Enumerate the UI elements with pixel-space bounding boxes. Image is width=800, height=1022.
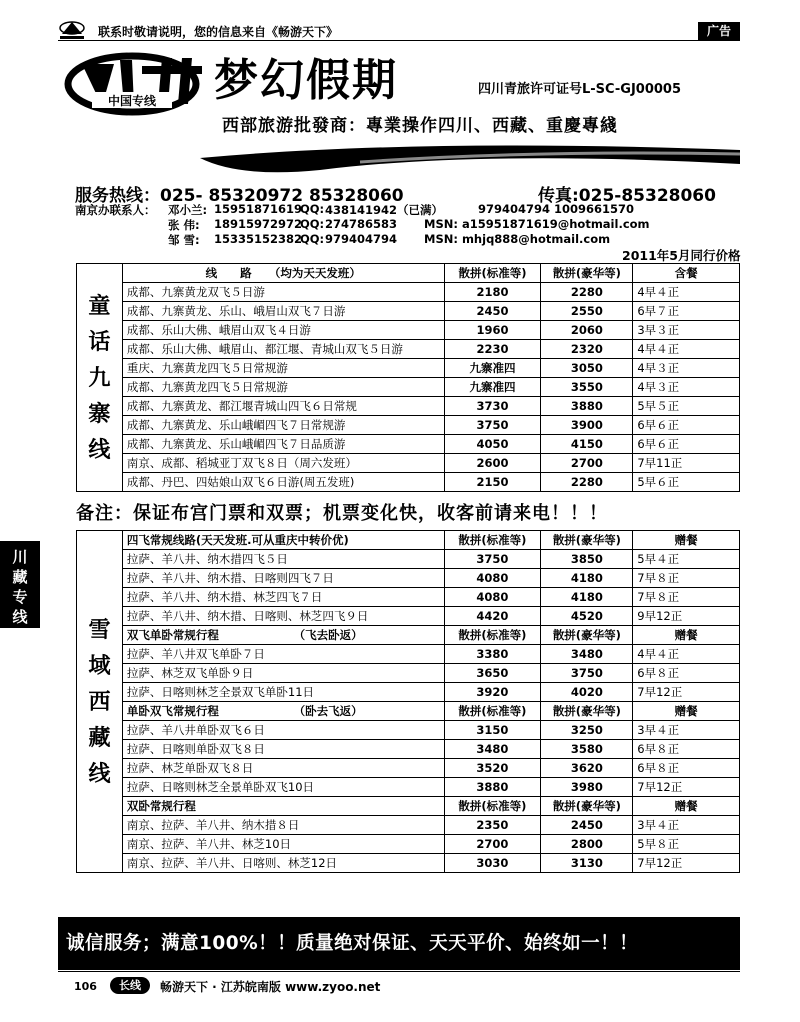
meal-cell: 6早８正	[633, 759, 740, 778]
table-row	[77, 569, 740, 588]
contact-extra: 979404794 1009661570	[478, 202, 635, 216]
contact-phone: 15335152382	[214, 232, 303, 246]
standard-price-cell: 3750	[444, 416, 541, 435]
column-header: 含餐	[633, 264, 740, 283]
section-header-row	[77, 797, 740, 816]
column-header: 散拼(标准等)	[444, 264, 541, 283]
standard-price-cell: 1960	[444, 321, 541, 340]
contact-name: 邹 雪:	[168, 233, 200, 247]
route-cell: 南京、拉萨、羊八井、纳木措８日	[122, 816, 444, 835]
standard-price-cell: 3920	[444, 683, 541, 702]
route-cell: 拉萨、羊八井、纳木措、日喀则四飞７日	[122, 569, 444, 588]
standard-price-cell: 4080	[444, 569, 541, 588]
luxury-price-cell: 3980	[541, 778, 633, 797]
meal-cell: 4早３正	[633, 378, 740, 397]
column-header: 散拼(豪华等)	[541, 264, 633, 283]
brand-logo-text: 中国专线	[107, 94, 157, 108]
column-header: 散拼(标准等)	[444, 702, 541, 721]
ad-badge: 广告	[698, 22, 740, 41]
route-cell: 成都、九寨黄龙、都江堰青城山四飞６日常规	[122, 397, 444, 416]
table-row	[77, 778, 740, 797]
meal-cell: 5早４正	[633, 550, 740, 569]
jiuzhai-price-table	[76, 263, 740, 492]
section-header-row	[77, 531, 740, 550]
standard-price-cell: 3480	[444, 740, 541, 759]
meal-cell: 7早12正	[633, 854, 740, 873]
section-header-row	[77, 626, 740, 645]
standard-price-cell: 4420	[444, 607, 541, 626]
meal-cell: 4早３正	[633, 359, 740, 378]
luxury-price-cell: 2280	[541, 283, 633, 302]
standard-price-cell: 4080	[444, 588, 541, 607]
route-cell: 成都、九寨黄龙、乐山峨嵋四飞７日品质游	[122, 435, 444, 454]
tagline: 西部旅游批發商：專業操作四川、西藏、重慶專綫	[222, 116, 618, 136]
column-header: 散拼(标准等)	[444, 626, 541, 645]
column-header: 线 路 （均为天天发班）	[122, 264, 444, 283]
section-title: 单卧双飞常规行程 （卧去飞返）	[122, 702, 444, 721]
table-row	[77, 854, 740, 873]
price-date: 2011年5月同行价格	[622, 248, 741, 263]
luxury-price-cell: 4150	[541, 435, 633, 454]
standard-price-cell: 2700	[444, 835, 541, 854]
route-cell: 南京、拉萨、羊八井、林芝10日	[122, 835, 444, 854]
meal-cell: 5早６正	[633, 473, 740, 492]
table-header-row	[77, 264, 740, 283]
luxury-price-cell: 3250	[541, 721, 633, 740]
standard-price-cell: 3520	[444, 759, 541, 778]
contact-qq-label: QQ:	[300, 202, 325, 216]
brand-name: 梦幻假期	[214, 55, 398, 106]
footer-publication: 畅游天下 · 江苏皖南版 www.zyoo.net	[160, 980, 381, 994]
route-cell: 成都、九寨黄龙四飞５日常规游	[122, 378, 444, 397]
column-header: 散拼(豪华等)	[541, 797, 633, 816]
table-row	[77, 645, 740, 664]
route-cell: 拉萨、羊八井、纳木措四飞５日	[122, 550, 444, 569]
route-group-text: 童话九寨线	[88, 292, 111, 463]
column-header: 赠餐	[633, 702, 740, 721]
luxury-price-cell: 3130	[541, 854, 633, 873]
column-header: 赠餐	[633, 626, 740, 645]
meal-cell: 6早８正	[633, 664, 740, 683]
route-cell: 拉萨、羊八井、纳木措、日喀则、林芝四飞９日	[122, 607, 444, 626]
route-group-label	[77, 531, 123, 873]
meal-cell: 3早４正	[633, 721, 740, 740]
meal-cell: 6早６正	[633, 435, 740, 454]
standard-price-cell: 2350	[444, 816, 541, 835]
luxury-price-cell: 2060	[541, 321, 633, 340]
license-number: 四川青旅许可证号L-SC-GJ00005	[478, 82, 682, 97]
luxury-price-cell: 3620	[541, 759, 633, 778]
brand-logo-icon	[62, 46, 212, 118]
luxury-price-cell: 3880	[541, 397, 633, 416]
standard-price-cell: 九寨准四	[444, 378, 541, 397]
contact-name: 邓小兰:	[168, 203, 208, 217]
table-row	[77, 550, 740, 569]
top-notice: 联系时敬请说明，您的信息来自《畅游天下》	[98, 25, 339, 39]
meal-cell: 6早６正	[633, 416, 740, 435]
contact-msn: MSN: mhjq888@hotmail.com	[424, 232, 611, 246]
column-header: 散拼(标准等)	[444, 797, 541, 816]
service-hotline: 服务热线：025- 85320972 85328060	[75, 186, 404, 206]
contact-qq: 438141942（已满）	[325, 203, 444, 217]
luxury-price-cell: 4520	[541, 607, 633, 626]
page-number: 106	[74, 980, 97, 993]
route-cell: 成都、九寨黄龙、乐山、峨眉山双飞７日游	[122, 302, 444, 321]
meal-cell: 7早11正	[633, 454, 740, 473]
standard-price-cell: 3750	[444, 550, 541, 569]
luxury-price-cell: 2700	[541, 454, 633, 473]
meal-cell: 6早７正	[633, 302, 740, 321]
contact-phone: 15951871619	[214, 202, 303, 216]
standard-price-cell: 2450	[444, 302, 541, 321]
column-header: 散拼(豪华等)	[541, 531, 633, 550]
meal-cell: 7早12正	[633, 683, 740, 702]
route-cell: 拉萨、日喀则林芝全景双飞单卧11日	[122, 683, 444, 702]
contact-name: 张 伟:	[168, 218, 200, 232]
standard-price-cell: 2180	[444, 283, 541, 302]
table-row	[77, 454, 740, 473]
office-label: 南京办联系人：	[75, 203, 156, 217]
standard-price-cell: 2150	[444, 473, 541, 492]
contact-phone: 18915972972	[214, 217, 303, 231]
route-cell: 成都、丹巴、四姑娘山双飞６日游(周五发班)	[122, 473, 444, 492]
route-group-label	[77, 264, 123, 492]
contact-qq: 274786583	[325, 217, 398, 231]
route-cell: 成都、乐山大佛、峨眉山双飞４日游	[122, 321, 444, 340]
route-group-text: 雪域西藏线	[88, 616, 111, 787]
standard-price-cell: 3880	[444, 778, 541, 797]
meal-cell: 3早３正	[633, 321, 740, 340]
standard-price-cell: 2600	[444, 454, 541, 473]
standard-price-cell: 3150	[444, 721, 541, 740]
section-title: 双飞单卧常规行程 （飞去卧返）	[122, 626, 444, 645]
standard-price-cell: 4050	[444, 435, 541, 454]
meal-cell: 3早４正	[633, 816, 740, 835]
meal-cell: 9早12正	[633, 607, 740, 626]
decorative-swoosh	[60, 120, 740, 180]
table-row	[77, 740, 740, 759]
luxury-price-cell: 4020	[541, 683, 633, 702]
route-cell: 南京、拉萨、羊八井、日喀则、林芝12日	[122, 854, 444, 873]
meal-cell: 4早４正	[633, 340, 740, 359]
standard-price-cell: 3380	[444, 645, 541, 664]
table-row	[77, 664, 740, 683]
standard-price-cell: 3730	[444, 397, 541, 416]
route-cell: 拉萨、日喀则林芝全景单卧双飞10日	[122, 778, 444, 797]
column-header: 散拼(豪华等)	[541, 626, 633, 645]
table-row	[77, 835, 740, 854]
table-row	[77, 302, 740, 321]
standard-price-cell: 3030	[444, 854, 541, 873]
route-cell: 成都、乐山大佛、峨眉山、都江堰、青城山双飞５日游	[122, 340, 444, 359]
route-cell: 拉萨、林芝双飞单卧９日	[122, 664, 444, 683]
table-row	[77, 588, 740, 607]
route-cell: 拉萨、羊八井单卧双飞６日	[122, 721, 444, 740]
route-cell: 拉萨、林芝单卧双飞８日	[122, 759, 444, 778]
meal-cell: 4早４正	[633, 645, 740, 664]
table-row	[77, 321, 740, 340]
small-logo-icon	[58, 18, 86, 40]
luxury-price-cell: 3750	[541, 664, 633, 683]
meal-cell: 7早12正	[633, 778, 740, 797]
meal-cell: 6早８正	[633, 740, 740, 759]
column-header: 赠餐	[633, 531, 740, 550]
luxury-price-cell: 2280	[541, 473, 633, 492]
meal-cell: 7早８正	[633, 569, 740, 588]
luxury-price-cell: 2450	[541, 816, 633, 835]
luxury-price-cell: 3480	[541, 645, 633, 664]
remark-note: 备注：保证布宫门票和双票；机票变化快，收客前请来电！！！	[76, 503, 608, 524]
table-row	[77, 340, 740, 359]
tibet-price-table	[76, 530, 740, 873]
contact-qq: 979404794	[325, 232, 398, 246]
luxury-price-cell: 3050	[541, 359, 633, 378]
side-tab-label: 川藏专线	[12, 548, 28, 626]
route-cell: 拉萨、羊八井双飞单卧７日	[122, 645, 444, 664]
route-cell: 拉萨、羊八井、纳木措、林芝四飞７日	[122, 588, 444, 607]
fax-number: 传真:025-85328060	[538, 186, 716, 206]
table-row	[77, 816, 740, 835]
contact-qq-label: QQ:	[300, 217, 325, 231]
meal-cell: 4早４正	[633, 283, 740, 302]
section-title: 双卧常规行程	[122, 797, 444, 816]
luxury-price-cell: 3850	[541, 550, 633, 569]
column-header: 赠餐	[633, 797, 740, 816]
side-tab	[0, 541, 40, 628]
table-row	[77, 378, 740, 397]
table-row	[77, 416, 740, 435]
luxury-price-cell: 3550	[541, 378, 633, 397]
table-row	[77, 721, 740, 740]
table-row	[77, 397, 740, 416]
column-header: 散拼(标准等)	[444, 531, 541, 550]
meal-cell: 7早８正	[633, 588, 740, 607]
section-header-row	[77, 702, 740, 721]
contact-qq-label: QQ:	[300, 232, 325, 246]
meal-cell: 5早８正	[633, 835, 740, 854]
standard-price-cell: 2230	[444, 340, 541, 359]
route-cell: 南京、成都、稻城亚丁双飞８日（周六发班）	[122, 454, 444, 473]
contact-msn: MSN: a15951871619@hotmail.com	[424, 217, 650, 231]
table-row	[77, 283, 740, 302]
route-cell: 成都、九寨黄龙双飞５日游	[122, 283, 444, 302]
route-cell: 重庆、九寨黄龙四飞５日常规游	[122, 359, 444, 378]
table-row	[77, 359, 740, 378]
bottom-banner: 诚信服务；满意100%！！质量绝对保证、天天平价、始终如一！！	[58, 917, 740, 970]
table-row	[77, 607, 740, 626]
route-cell: 拉萨、日喀则单卧双飞８日	[122, 740, 444, 759]
meal-cell: 5早５正	[633, 397, 740, 416]
standard-price-cell: 九寨准四	[444, 359, 541, 378]
luxury-price-cell: 2320	[541, 340, 633, 359]
table-row	[77, 435, 740, 454]
table-row	[77, 759, 740, 778]
table-row	[77, 473, 740, 492]
route-cell: 成都、九寨黄龙、乐山峨嵋四飞７日常规游	[122, 416, 444, 435]
footer-section-pill: 长线	[110, 977, 150, 994]
luxury-price-cell: 3580	[541, 740, 633, 759]
table-row	[77, 683, 740, 702]
luxury-price-cell: 3900	[541, 416, 633, 435]
luxury-price-cell: 2550	[541, 302, 633, 321]
standard-price-cell: 3650	[444, 664, 541, 683]
luxury-price-cell: 2800	[541, 835, 633, 854]
luxury-price-cell: 4180	[541, 588, 633, 607]
section-title: 四飞常规线路(天天发班.可从重庆中转价优)	[122, 531, 444, 550]
column-header: 散拼(豪华等)	[541, 702, 633, 721]
luxury-price-cell: 4180	[541, 569, 633, 588]
footer-divider	[58, 971, 740, 972]
